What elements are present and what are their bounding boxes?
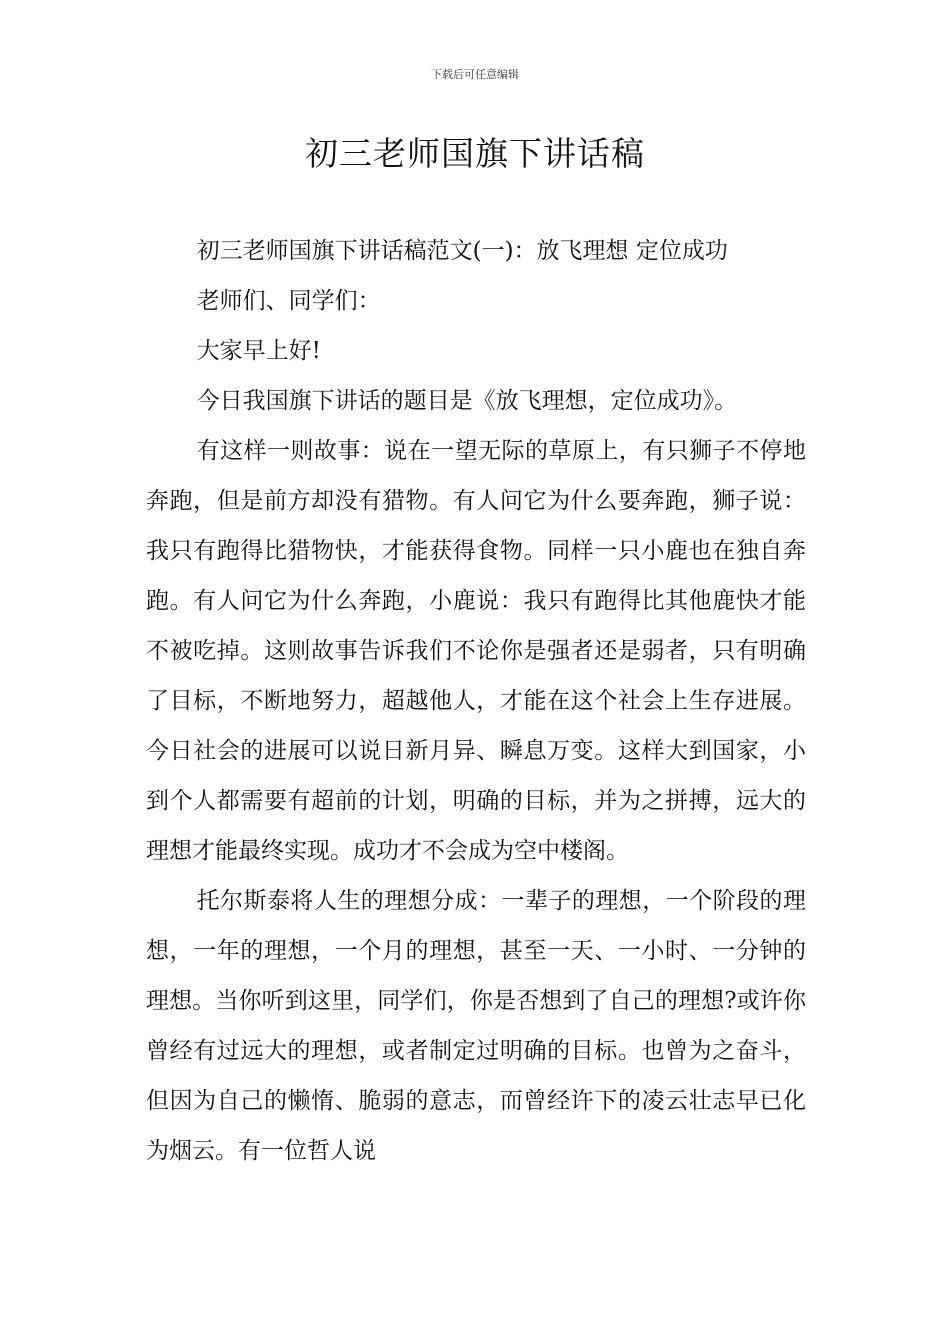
- paragraph: 老师们、同学们：: [196, 288, 381, 314]
- paragraph: 今日我国旗下讲话的题目是《放飞理想，定位成功》。: [196, 388, 738, 414]
- document-body: [146, 226, 806, 1176]
- document-title: 初三老师国旗下讲话稿: [305, 134, 645, 173]
- paragraph: 有这样一则故事：说在一望无际的草原上，有只狮子不停地奔跑，但是前方却没有猎物。有人问它为什么要奔跑，狮子说：我只有跑得比猎物快，才能获得食物。同样一只小鹿也在独自奔跑。有人问它为什么奔跑，小鹿说：我只有跑得比其他鹿快才能不被吃掉。这则故事告诉我们不论你是强者还是弱者，只有明确了目标，不断地努力，超越他人，才能在这个社会上生存进展。今日社会的进展可以说日新月异、瞬息万变。这样大到国家，小到个人都需要有超前的计划，明确的目标，并为之拼搏，远大的理想才能最终实现。成功才不会成为空中楼阁。: [146, 438, 806, 864]
- header-note: 下载后可任意编辑: [431, 68, 519, 81]
- paragraph: 初三老师国旗下讲话稿范文(一)：放飞理想 定位成功: [196, 238, 728, 264]
- paragraph: 托尔斯泰将人生的理想分成：一辈子的理想，一个阶段的理想，一年的理想，一个月的理想，甚至一天、一小时、一分钟的理想。当你听到这里，同学们，你是否想到了自己的理想?或许你曾经有过远大的理想，或者制定过明确的目标。也曾为之奋斗，但因为自己的懒惰、脆弱的意志，而曾经许下的凌云壮志早已化为烟云。有一位哲人说: [146, 888, 806, 1164]
- paragraph: 大家早上好!: [196, 338, 321, 364]
